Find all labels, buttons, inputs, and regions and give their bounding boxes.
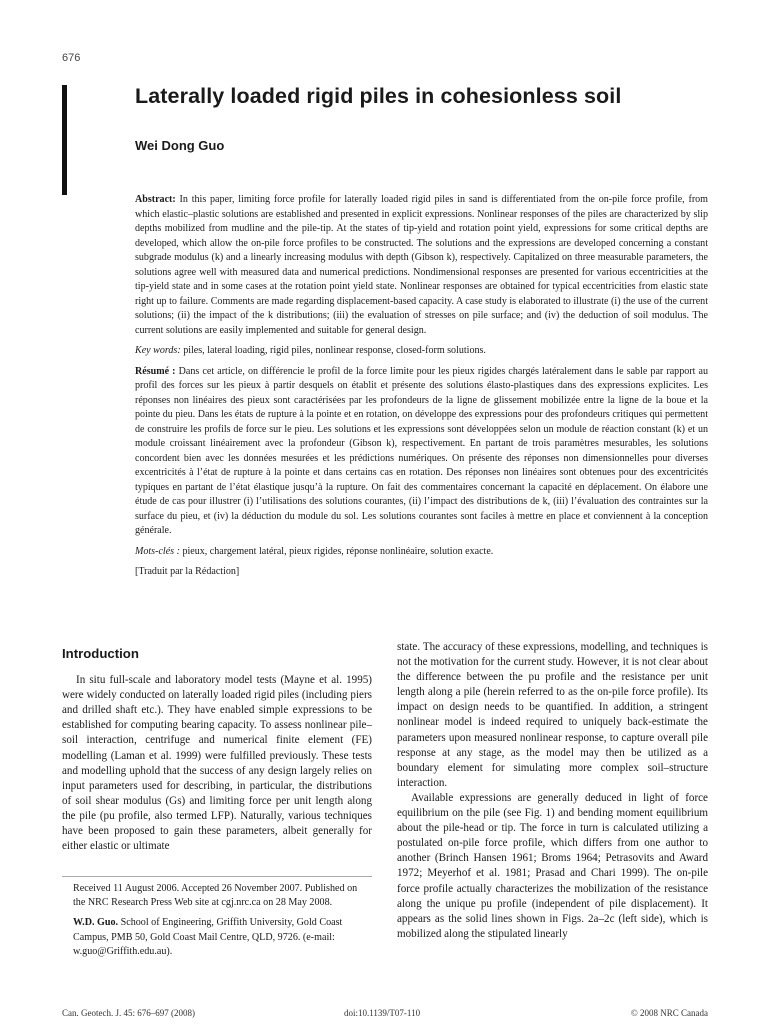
received-dates: Received 11 August 2006. Accepted 26 November 2007. Published on the NRC Research Press Web site at cgj.nrc.ca on 28 May 2008. xyxy=(73,883,358,909)
doi-link[interactable]: doi:10.1139/T07-110 xyxy=(344,1008,421,1018)
section-heading-introduction: Introduction xyxy=(62,646,139,661)
abstract xyxy=(135,193,708,338)
keywords-label: Key words: xyxy=(135,345,181,356)
intro-paragraph-2: Available expressions are generally deduced in light of force equilibrium on the pile (see Fig. 1) and bending moment equilibrium about the pile-head or tip. The force in turn is calculated utilizing a postulated on-pile force profile, which differs from one author to another (Brinch Hansen 1961; Broms 1964; Petrasovits and Award 1972; Meyerhof et al. 1981; Prasad and Chari 1999). The on-pile force profile actually characterizes the mobilization of the resistance along the unique pu profile (independent of pile displacement). It appears as the solid lines shown in Figs. 2a–2c (left side), which is mobilized along the stipulated linearly xyxy=(397,791,708,940)
title-accent-bar xyxy=(62,85,67,195)
keywords xyxy=(135,344,708,359)
left-column xyxy=(62,646,372,854)
resume-text: Dans cet article, on différencie le profil de la force limite pour les pieux rigides chargés latéralement dans le sable par rapport au profil des forces sur les pieux à partir desquels on établit et présente des solutions élasto-plastiques dans des expressions explicites. Les réponses non linéaires des pieux sont caractérisées par les profondeurs de la ligne de glissement mobilizée entre la ligne de la boue et la pointe du pieu. Dans les états de rupture à la pointe et en rotation, on développe des expressions pour des profondeurs critiques qui permettent de construire les profils de force sur le pieu. Les solutions et les expressions sont développées selon un module de réaction constant (k) et un module croissant linéairement avec la profondeur (Gibson k), respectivement. En partant de trois paramètres mesurables, les solutions concordent bien avec les données mesurées et les prédictions numériques. On présente des réponses non dimensionnelles pour diverses excentricités à l’état de rupture à la pointe et dans certains cas en rotation. Des réponses non linéaires sont obtenues pour des excentricités typiques en partant de l’état élastique jusqu’à la rupture. On fait des commentaires concernant la capacité en déplacement. On élabore une étude de cas pour illustrer (i) l’utilisations des solutions courantes, (ii) l’impact des distributions de k, (iii) l’évaluation des contraintes sur la surface du pieu, et (iv) la déduction du module du sol. Les solutions courantes sont faciles à mettre en place et conviennent à la conception générale. xyxy=(135,365,708,536)
article-title: Laterally loaded rigid piles in cohesionless soil xyxy=(135,84,622,108)
right-column xyxy=(397,640,708,942)
article-author: Wei Dong Guo xyxy=(135,138,225,153)
copyright: © 2008 NRC Canada xyxy=(630,1008,708,1018)
author-affiliation xyxy=(73,916,372,959)
resume-label: Résumé : xyxy=(135,365,176,377)
footnote-author-name: W.D. Guo. xyxy=(73,917,119,929)
resume xyxy=(135,365,708,539)
intro-paragraph-1-continued: state. The accuracy of these expressions, modelling, and techniques is not the motivation for the current study. However, it is not clear about the difference between the pu profile and the resistance per unit length along a pile (herein referred to as the on-pile force profile). Its impact on design needs to be quantified. In addition, a stringent nonlinear model is indeed required to uniquely back-estimate the parameters upon measured nonlinear response, to capture overall pile response at any stage, as the model may then be utilized as a boundary element for simulating more complex soil–structure interaction. xyxy=(397,641,708,789)
affiliation-text: School of Engineering, Griffith University, Gold Coast Campus, PMB 50, Gold Coast Mail Centre, QLD, 9726. (e-mail: w.guo@Griffith.edu.au). xyxy=(73,917,343,957)
mots-cles xyxy=(135,545,708,560)
abstract-text: In this paper, limiting force profile for laterally loaded rigid piles in sand is differentiated from the on-pile force profile, from which elastic–plastic solutions are established and presented in explicit expressions. Nonlinear responses of the piles are characterized by slip depths mobilized from mudline and the pile-tip. At the states of tip-yield and rotation point yield, expressions for some critical depths are developed, which allow the on-pile force profiles to be constructed. The solutions and the expressions are developed concerning a constant subgrade modulus (k) and a linearly increasing modulus with depth (Gibson k), respectively. Capitalized on three measurable parameters, the solutions agree well with measured data and numerical predictions. Nondimensional responses are presented for various eccentricities at the tip-yield state and in some cases at the rotation point yield state. Nonlinear responses are obtained for typical eccentricities from elastic state right up to failure. Comments are made regarding displacement-based capacity. A case study is elaborated to illustrate (i) the use of the current solutions; (ii) the impact of the k distributions; (iii) the evaluation of stresses on pile surface; and (iv) the deduction of soil modulus. The current solutions are easily implemented and suitable for general design. xyxy=(135,194,708,336)
mots-cles-label: Mots-clés : xyxy=(135,545,180,557)
abstract-label: Abstract: xyxy=(135,194,176,205)
mots-cles-text: pieux, chargement latéral, pieux rigides, réponse nonlinéaire, solution exacte. xyxy=(182,545,494,557)
keywords-text: piles, lateral loading, rigid piles, nonlinear response, closed-form solutions. xyxy=(183,345,486,356)
intro-paragraph-1: In situ full-scale and laboratory model tests (Mayne et al. 1995) were widely conducted on laterally loaded rigid piles (including piers and drilled shaft etc.). They have enabled simple expressions to be established for computing bearing capacity. To assess nonlinear pile–soil interaction, centrifuge and numerical finite element (FE) modelling (Laman et al. 1999) were fulfilled previously. These tests and modelling uphold that the success of any design largely relies on input parameters used for describing, in particular, the distributions of soil shear modulus (Gs) and limiting force per unit length along the pile (pu profile, also termed LFP). Naturally, various techniques have been proposed to gain these parameters, albeit generally for either elastic or ultimate xyxy=(62,674,372,853)
journal-citation: Can. Geotech. J. 45: 676–697 (2008) xyxy=(62,1008,195,1018)
abstract-block xyxy=(135,193,708,586)
footnote xyxy=(62,876,372,965)
translation-note: [Traduit par la Rédaction] xyxy=(135,566,240,577)
page-number: 676 xyxy=(62,52,81,64)
